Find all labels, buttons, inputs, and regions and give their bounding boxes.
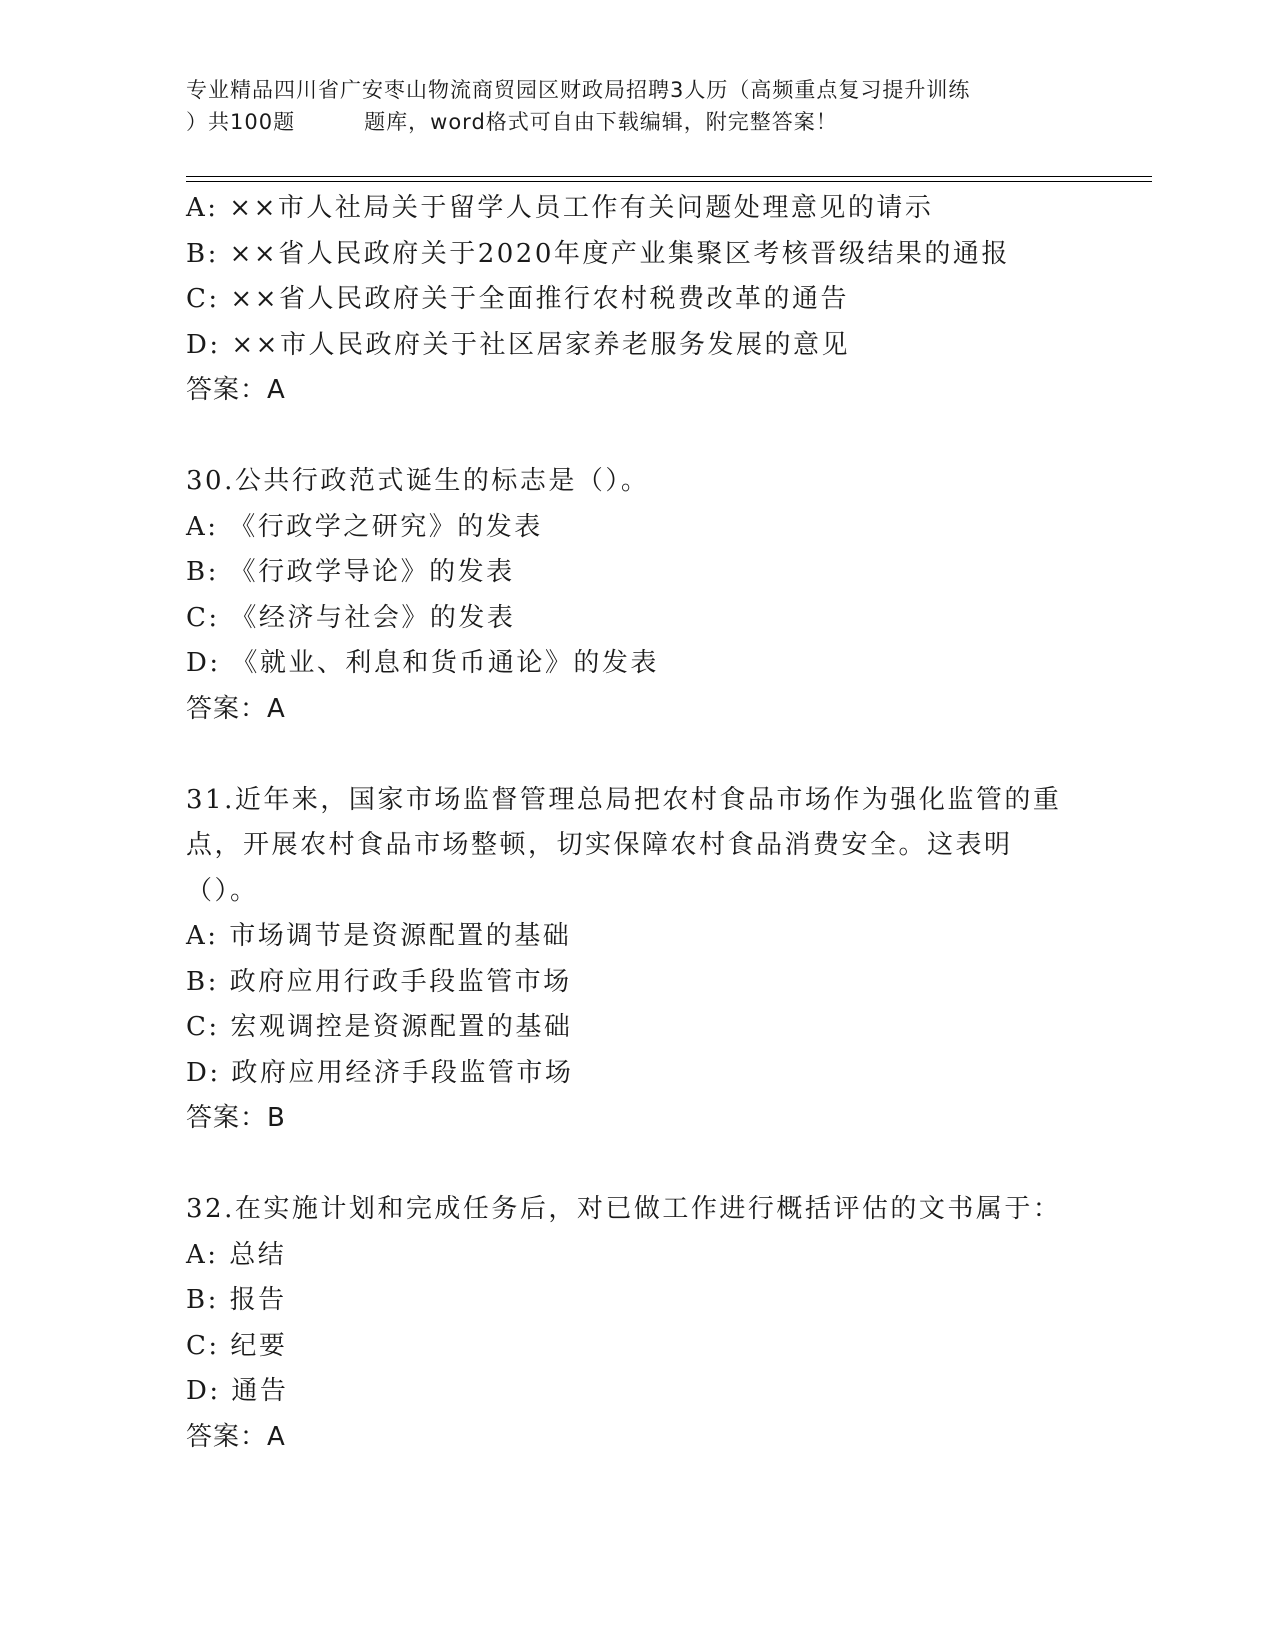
question-block: [186, 459, 1086, 732]
answer-text: 答案：A: [186, 375, 286, 405]
option-a: A: 总结: [186, 1239, 287, 1270]
option-b: B: 报告: [186, 1285, 287, 1315]
question-list: [186, 186, 1086, 1460]
option-d: D: 通告: [186, 1376, 289, 1406]
document-header: [186, 74, 1086, 138]
answer-text: 答案：A: [186, 693, 286, 724]
question-block: [186, 1187, 1086, 1460]
question-stem: 32.在实施计划和完成任务后，对已做工作进行概括评估的文书属于：: [186, 1194, 1062, 1224]
question-spacer: [186, 414, 1086, 460]
question-stem: 31.近年来，国家市场监督管理总局把农村食品市场作为强化监管的重点，开展农村食品市场整顿，切实保障农村食品消费安全。这表明（）。: [186, 784, 1062, 906]
option-d: D: 政府应用经济手段监管市场: [186, 1057, 574, 1088]
header-rule-bottom: [186, 181, 1152, 182]
option-a: A: 《行政学之研究》的发表: [186, 511, 543, 542]
option-a: A: 市场调节是资源配置的基础: [186, 921, 572, 951]
option-c: C: 纪要: [186, 1330, 288, 1361]
option-a: A: ××市人社局关于留学人员工作有关问题处理意见的请示: [186, 193, 934, 223]
header-rule-top: [186, 176, 1152, 177]
option-c: C: 《经济与社会》的发表: [186, 602, 516, 633]
option-b: B: ××省人民政府关于2020年度产业集聚区考核晋级结果的通报: [186, 238, 1010, 269]
option-c: C: 宏观调控是资源配置的基础: [186, 1012, 573, 1042]
question-block: [186, 778, 1086, 1142]
answer-text: 答案：B: [186, 1103, 286, 1133]
answer-text: 答案：A: [186, 1421, 286, 1452]
question-spacer: [186, 732, 1086, 778]
header-line-1: 专业精品四川省广安枣山物流商贸园区财政局招聘3人历（高频重点复习提升训练: [186, 78, 971, 102]
header-line-2: ）共100题 题库，word格式可自由下载编辑，附完整答案！: [186, 110, 838, 134]
option-c: C: ××省人民政府关于全面推行农村税费改革的通告: [186, 284, 849, 314]
question-spacer: [186, 1142, 1086, 1188]
question-block: [186, 186, 1086, 414]
option-b: B: 政府应用行政手段监管市场: [186, 966, 572, 997]
option-d: D: ××市人民政府关于社区居家养老服务发展的意见: [186, 329, 850, 360]
question-stem: 30.公共行政范式诞生的标志是（）。: [186, 466, 650, 496]
option-d: D: 《就业、利息和货币通论》的发表: [186, 648, 659, 678]
option-b: B: 《行政学导论》的发表: [186, 557, 515, 587]
